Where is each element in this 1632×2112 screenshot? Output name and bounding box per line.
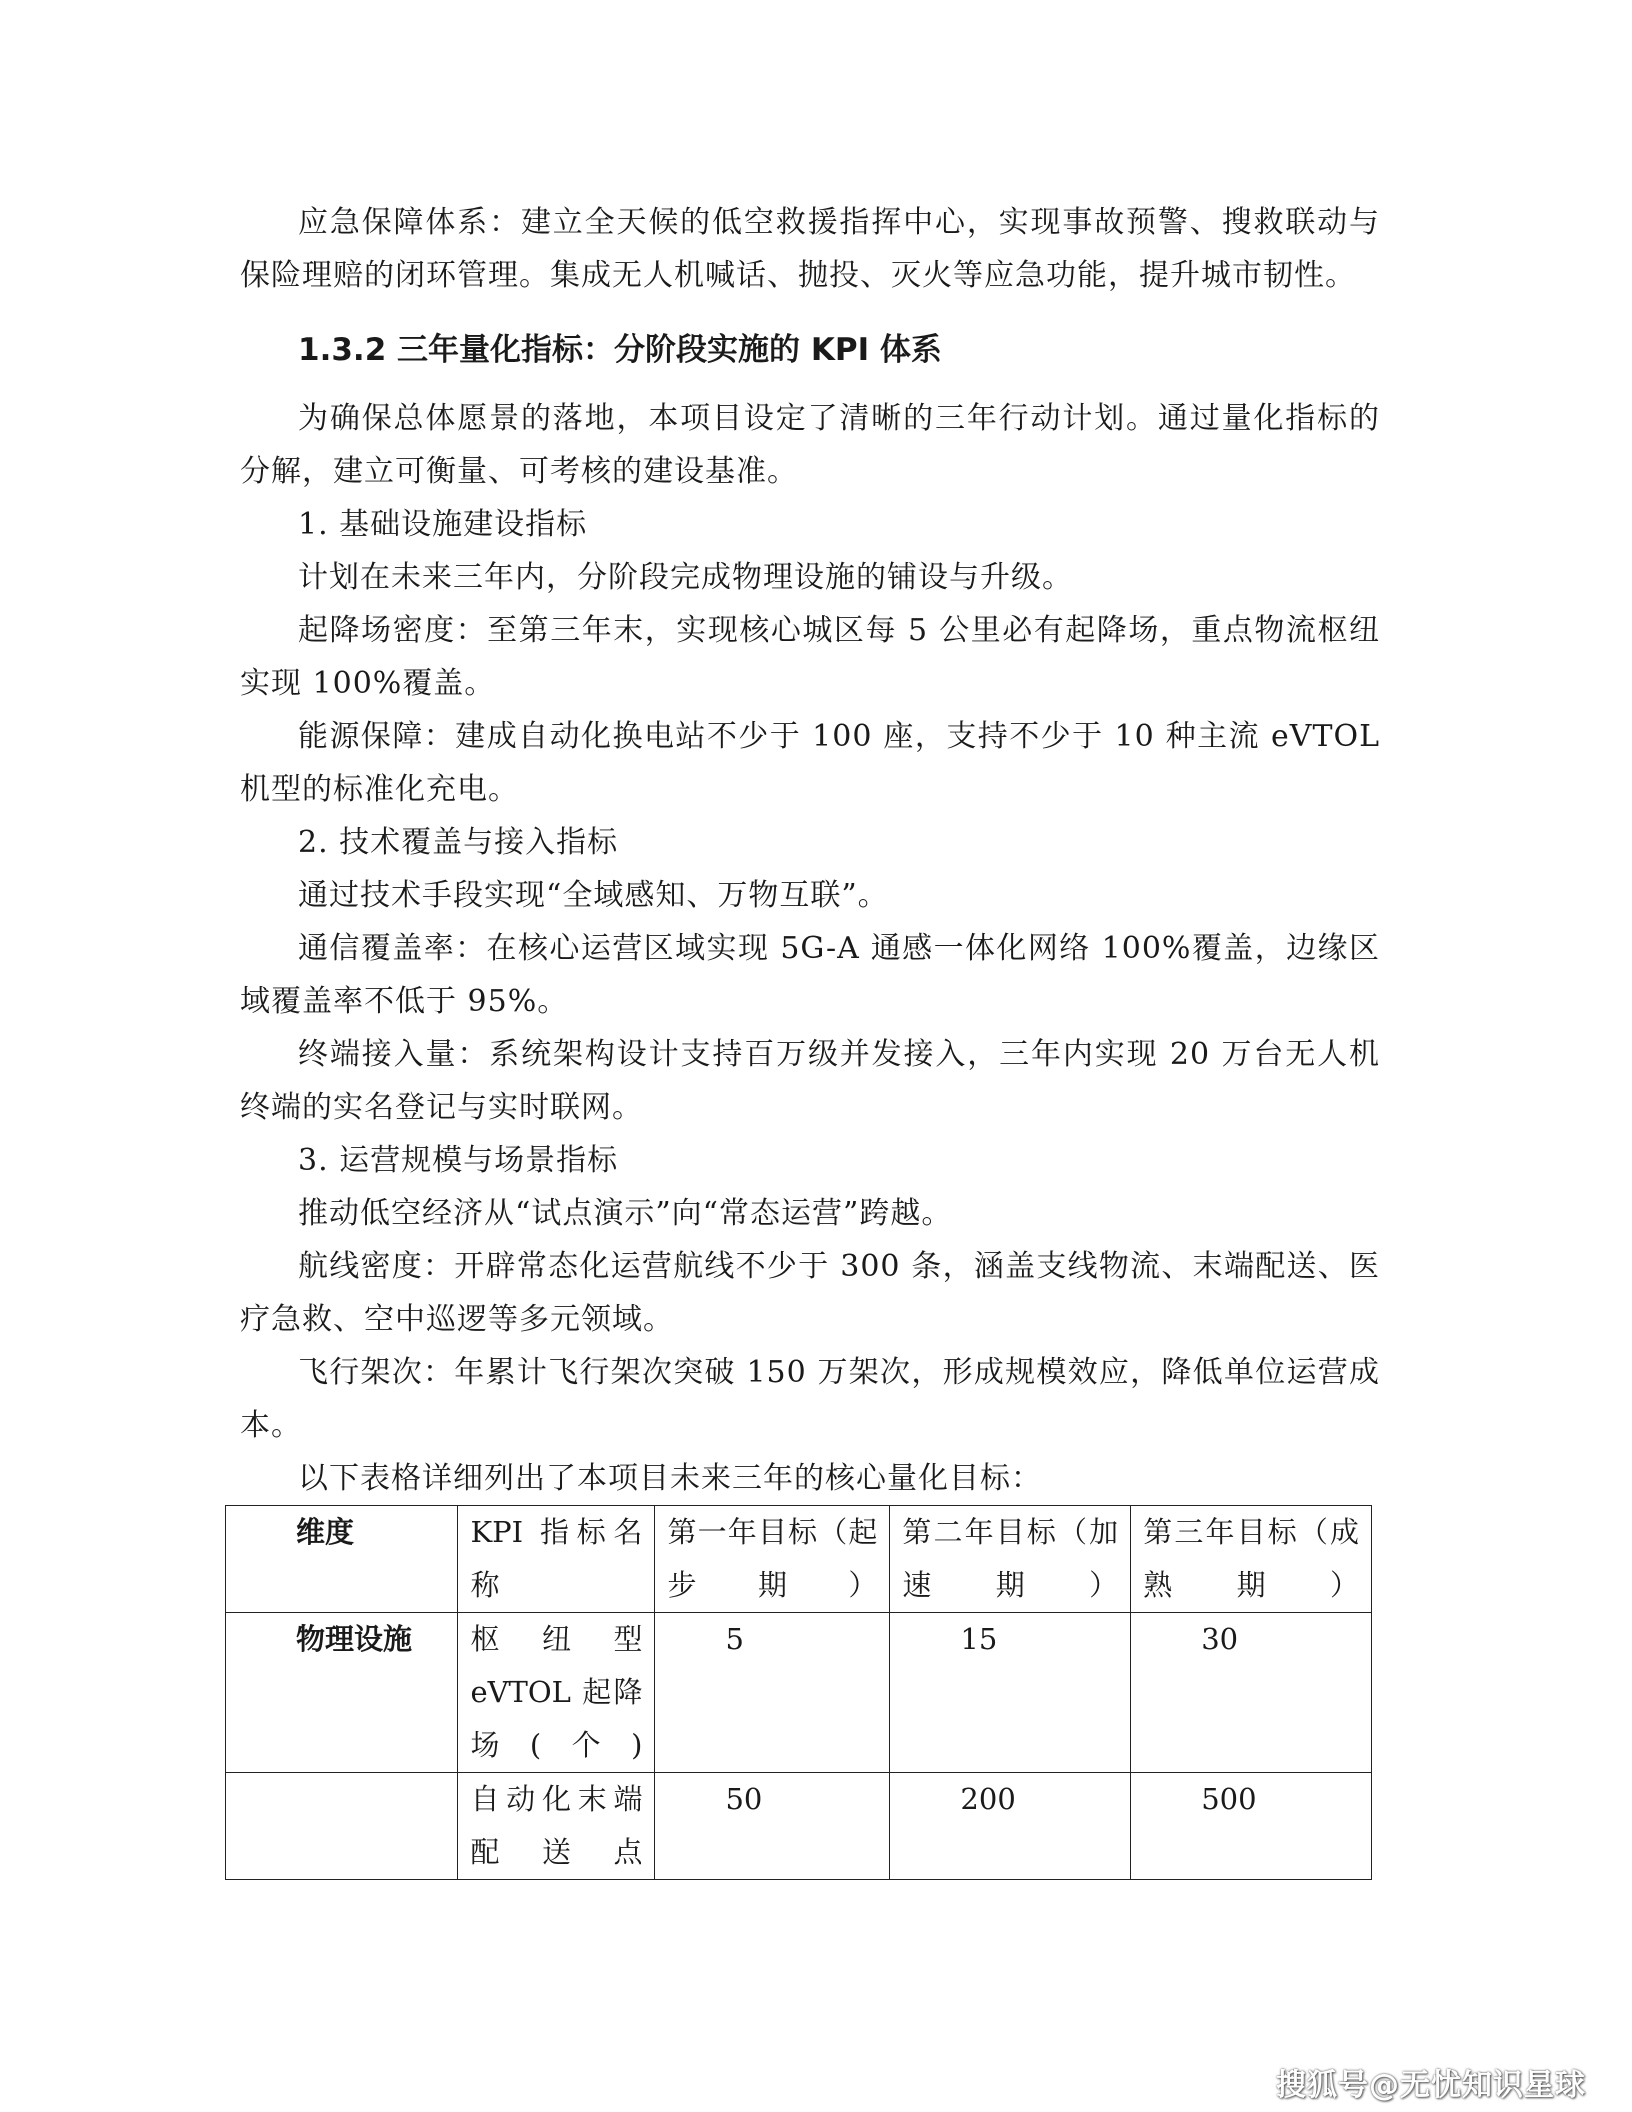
cell-year-2: 200	[890, 1773, 1131, 1880]
paragraph-emergency: 应急保障体系：建立全天候的低空救援指挥中心，实现事故预警、搜救联动与保险理赔的闭环管理。集成无人机喊话、抛投、灭火等应急功能，提升城市韧性。	[240, 205, 1380, 293]
section-3-item-1: 航线密度：开辟常态化运营航线不少于 300 条，涵盖支线物流、末端配送、医疗急救、空中巡逻等多元领域。	[240, 1249, 1380, 1337]
cell-year-3: 30	[1131, 1613, 1372, 1773]
section-3-title: 3. 运营规模与场景指标	[298, 1143, 619, 1178]
section-2-desc: 通过技术手段实现“全域感知、万物互联”。	[298, 878, 889, 913]
cell-year-2: 15	[890, 1613, 1131, 1773]
header-dimension: 维度	[226, 1506, 458, 1613]
cell-year-3: 500	[1131, 1773, 1372, 1880]
section-3-item-2: 飞行架次：年累计飞行架次突破 150 万架次，形成规模效应，降低单位运营成本。	[240, 1355, 1380, 1443]
cell-kpi-name: 枢纽型 eVTOL 起降场(个)	[458, 1613, 655, 1773]
table-row	[226, 1773, 1372, 1880]
section-1-title: 1. 基础设施建设指标	[298, 507, 588, 542]
section-1-desc: 计划在未来三年内，分阶段完成物理设施的铺设与升级。	[298, 560, 1073, 595]
header-year-3: 第三年目标（成熟期）	[1131, 1506, 1372, 1613]
header-kpi-name: KPI 指标名称	[458, 1506, 655, 1613]
section-2-item-1: 通信覆盖率：在核心运营区域实现 5G-A 通感一体化网络 100%覆盖，边缘区域覆盖率不低于 95%。	[240, 931, 1380, 1019]
paragraph-intro: 为确保总体愿景的落地，本项目设定了清晰的三年行动计划。通过量化指标的分解，建立可衡量、可考核的建设基准。	[240, 401, 1380, 489]
cell-year-1: 50	[655, 1773, 890, 1880]
cell-kpi-name: 自动化末端配送点	[458, 1773, 655, 1880]
table-header-row	[226, 1506, 1372, 1613]
cell-year-1: 5	[655, 1613, 890, 1773]
section-heading: 1.3.2 三年量化指标：分阶段实施的 KPI 体系	[298, 332, 942, 368]
section-3-desc: 推动低空经济从“试点演示”向“常态运营”跨越。	[298, 1196, 953, 1231]
section-1-item-1: 起降场密度：至第三年末，实现核心城区每 5 公里必有起降场，重点物流枢纽实现 100%覆盖。	[240, 613, 1380, 701]
table-intro: 以下表格详细列出了本项目未来三年的核心量化目标：	[298, 1461, 1042, 1496]
header-year-1: 第一年目标（起步期）	[655, 1506, 890, 1613]
watermark: 搜狐号@无忧知识星球	[1276, 2068, 1586, 2103]
section-2-title: 2. 技术覆盖与接入指标	[298, 825, 619, 860]
kpi-table	[225, 1505, 1372, 1880]
cell-dimension: 物理设施	[226, 1613, 458, 1773]
cell-dimension	[226, 1773, 458, 1880]
section-2-item-2: 终端接入量：系统架构设计支持百万级并发接入，三年内实现 20 万台无人机终端的实名登记与实时联网。	[240, 1037, 1380, 1125]
table-row	[226, 1613, 1372, 1773]
section-1-item-2: 能源保障：建成自动化换电站不少于 100 座，支持不少于 10 种主流 eVTOL 机型的标准化充电。	[240, 719, 1380, 807]
header-year-2: 第二年目标（加速期）	[890, 1506, 1131, 1613]
